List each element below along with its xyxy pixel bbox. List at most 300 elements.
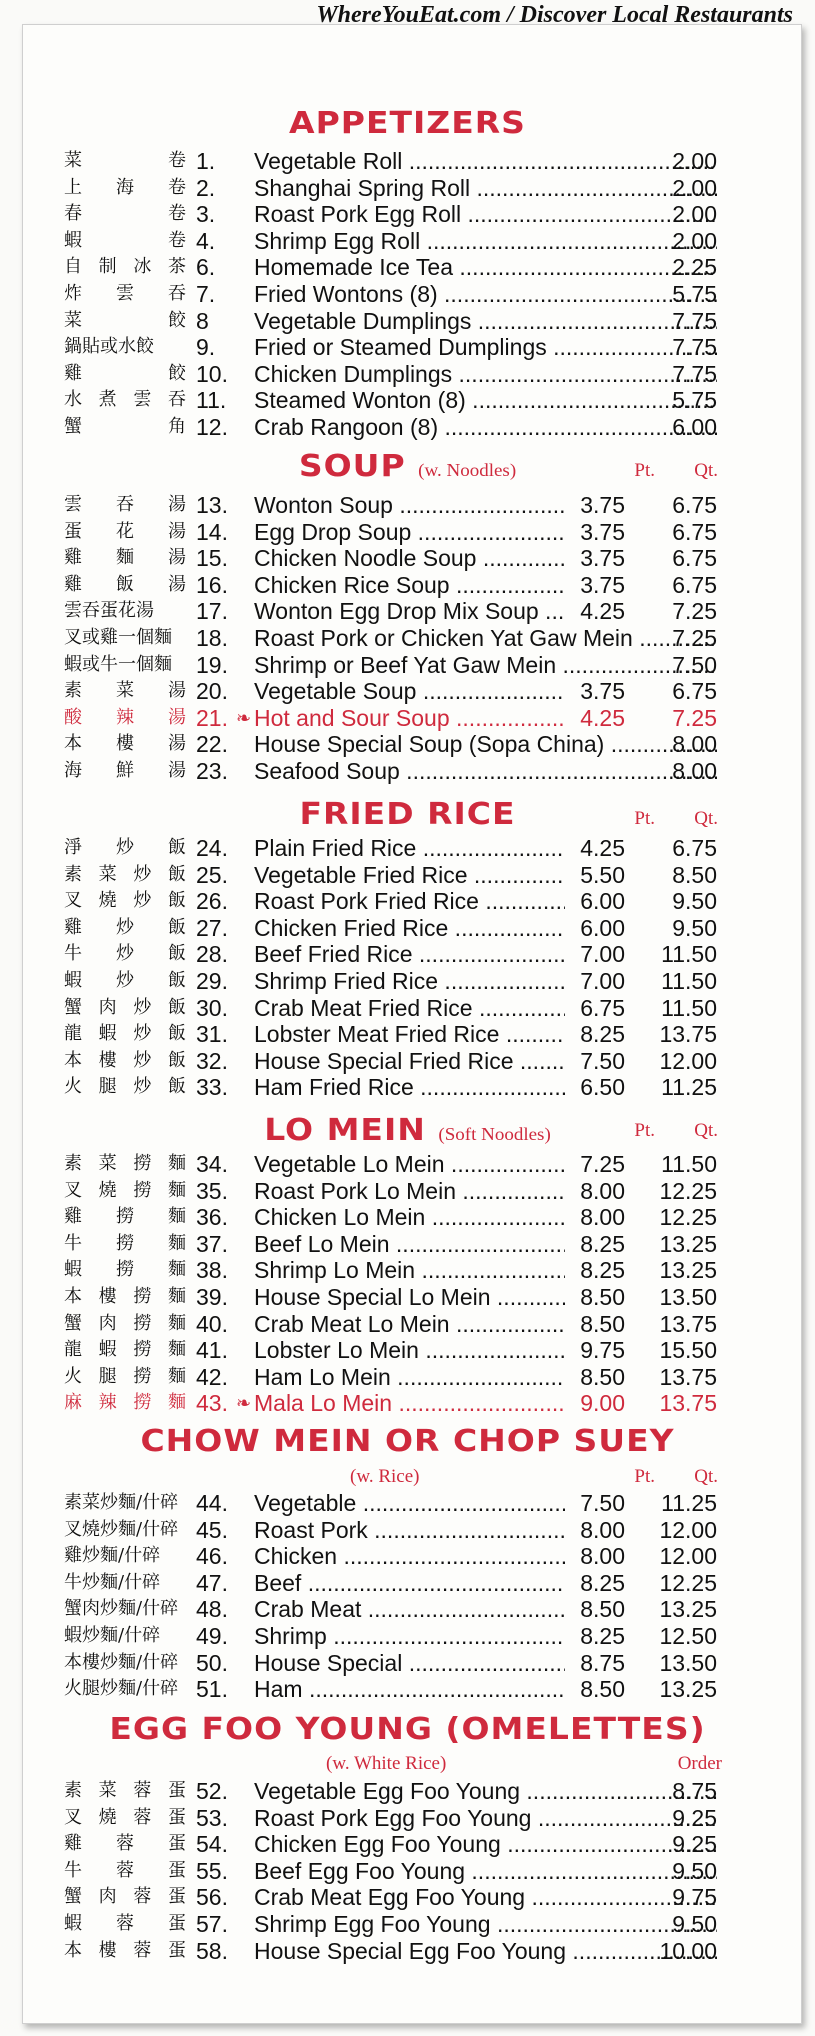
item-chinese-name: 蝦 炒 飯 <box>64 969 186 991</box>
item-number: 13. <box>196 492 228 518</box>
item-price-pint: 8.25 <box>580 1230 625 1257</box>
item-name: Mala Lo Mein ..... <box>254 1390 565 1417</box>
item-chinese-name: 素 菜 撈 麵 <box>64 1153 186 1174</box>
menu-item-row <box>0 1831 815 1858</box>
menu-item-row <box>0 888 815 915</box>
item-chinese-name: 雞 炒 飯 <box>64 916 186 938</box>
chow-mein-note: (w. Rice) <box>350 1466 420 1487</box>
item-number: 11. <box>196 387 227 414</box>
item-name: Crab Meat Egg Foo Young ..... <box>254 1884 717 1911</box>
item-number: 41. <box>196 1337 228 1364</box>
item-price-quart: 6.75 <box>672 678 717 705</box>
item-number: 4. <box>196 227 216 254</box>
item-chinese-name: 素 菜 湯 <box>64 680 186 702</box>
item-price-quart: 11.25 <box>661 1490 717 1516</box>
item-name: Shrimp Fried Rice ..... <box>254 968 565 995</box>
item-number: 34. <box>196 1151 228 1177</box>
item-chinese-name: 龍 蝦 撈 麵 <box>64 1339 186 1361</box>
item-chinese-name: 蟹肉炒麵/什碎 <box>64 1598 179 1620</box>
item-number: 8 <box>196 307 209 334</box>
item-number: 21. <box>196 704 228 731</box>
item-number: 2. <box>196 174 216 201</box>
item-number: 7. <box>196 280 216 307</box>
menu-item-row <box>0 175 815 202</box>
item-price: 9.50 <box>672 1910 717 1937</box>
lo-mein-title-text: LO MEIN <box>264 1111 426 1148</box>
menu-item-row <box>0 1390 815 1417</box>
item-number: 46. <box>196 1543 228 1570</box>
item-name: House Special Soup (Sopa China) ..... <box>254 731 717 758</box>
item-name: Roast Pork Lo Mein ..... <box>254 1178 565 1205</box>
menu-item-row <box>0 1911 815 1938</box>
item-price-quart: 13.75 <box>659 1310 717 1337</box>
menu-item-row <box>0 545 815 572</box>
item-chinese-name: 叉 燒 撈 麵 <box>64 1179 186 1201</box>
item-price-pint: 8.75 <box>580 1649 625 1676</box>
item-name: House Special ..... <box>254 1650 565 1677</box>
item-price-pint: 3.75 <box>580 518 625 545</box>
item-chinese-name: 火 腿 炒 飯 <box>64 1076 186 1098</box>
menu-item-row <box>0 334 815 361</box>
item-price-pint: 8.25 <box>580 1569 625 1596</box>
item-name: Egg Drop Soup ..... <box>254 519 565 546</box>
egg-foo-young-list <box>0 1778 815 1964</box>
item-price-pint: 8.50 <box>580 1363 625 1390</box>
item-number: 25. <box>196 861 228 888</box>
item-chinese-name: 雞 麵 湯 <box>64 547 186 569</box>
item-price-quart: 12.25 <box>659 1204 717 1231</box>
chili-icon: ❧ <box>236 1393 252 1414</box>
item-number: 28. <box>196 941 228 968</box>
item-chinese-name: 菜 餃 <box>64 309 186 331</box>
item-number: 36. <box>196 1204 228 1231</box>
item-price-pint: 8.50 <box>580 1310 625 1337</box>
item-name: Chicken ..... <box>254 1543 565 1570</box>
item-price-quart: 7.25 <box>672 704 717 731</box>
item-price: 5.75 <box>672 387 717 414</box>
menu-item-row <box>0 1337 815 1364</box>
item-number: 43. <box>196 1390 228 1417</box>
lo-mein-pt-header: Pt. <box>634 1120 655 1141</box>
item-number: 45. <box>196 1516 228 1543</box>
lo-mein-list <box>0 1151 815 1417</box>
item-number: 12. <box>196 413 228 440</box>
item-price: 8.00 <box>672 731 717 758</box>
menu-item-row <box>0 1517 815 1544</box>
soup-title-text: SOUP <box>298 447 406 484</box>
item-price-quart: 13.75 <box>659 1363 717 1390</box>
item-price: 2.00 <box>672 174 717 201</box>
menu-item-row <box>0 758 815 785</box>
item-chinese-name: 春 卷 <box>64 203 186 225</box>
item-number: 37. <box>196 1230 228 1257</box>
item-price: 2.00 <box>672 201 717 228</box>
item-chinese-name: 海 鮮 湯 <box>64 759 186 781</box>
item-number: 17. <box>196 598 228 625</box>
menu-item-row <box>0 1231 815 1258</box>
item-name: Vegetable Soup ..... <box>254 678 565 705</box>
item-number: 24. <box>196 835 228 861</box>
menu-item-row <box>0 678 815 705</box>
item-price-quart: 11.50 <box>661 1151 717 1177</box>
item-number: 50. <box>196 1649 228 1676</box>
item-number: 14. <box>196 518 228 545</box>
menu-item-row <box>0 652 815 679</box>
item-chinese-name: 蟹 角 <box>64 415 186 437</box>
item-name: House Special Fried Rice ..... <box>254 1048 565 1075</box>
item-name: Fried Wontons (8) ..... <box>254 281 717 308</box>
item-number: 29. <box>196 967 228 994</box>
item-price-quart: 13.75 <box>659 1390 717 1417</box>
menu-item-row <box>0 228 815 255</box>
item-price: 7.75 <box>672 334 717 361</box>
item-price: 9.75 <box>672 1884 717 1911</box>
item-chinese-name: 雞 撈 麵 <box>64 1206 186 1228</box>
item-chinese-name: 叉或雞一個麵 <box>64 626 172 648</box>
item-number: 56. <box>196 1884 228 1911</box>
appetizers-title: APPETIZERS <box>289 104 526 141</box>
item-price-quart: 12.00 <box>659 1047 717 1074</box>
item-name: Wonton Soup ..... <box>254 492 565 519</box>
item-chinese-name: 雞炒麵/什碎 <box>64 1545 161 1567</box>
item-price-quart: 9.50 <box>672 914 717 941</box>
item-price-quart: 13.25 <box>659 1676 717 1703</box>
item-name: Roast Pork or Chicken Yat Gaw Mein ..... <box>254 625 717 652</box>
item-price-quart: 13.25 <box>659 1230 717 1257</box>
item-name: Lobster Lo Mein ..... <box>254 1337 565 1364</box>
item-number: 26. <box>196 888 228 915</box>
item-price: 7.75 <box>672 307 717 334</box>
chow-mein-qt-header: Qt. <box>694 1466 718 1487</box>
item-price-quart: 13.25 <box>659 1596 717 1623</box>
item-price-pint: 8.25 <box>580 1021 625 1048</box>
item-price-quart: 11.50 <box>661 994 717 1021</box>
item-number: 42. <box>196 1363 228 1390</box>
fried-rice-pt-header: Pt. <box>634 808 655 829</box>
item-number: 44. <box>196 1490 228 1516</box>
item-number: 39. <box>196 1283 228 1310</box>
item-number: 40. <box>196 1310 228 1337</box>
item-name: Beef Fried Rice ..... <box>254 941 565 968</box>
item-price-pint: 8.50 <box>580 1596 625 1623</box>
lo-mein-qt-header: Qt. <box>694 1120 718 1141</box>
item-number: 35. <box>196 1177 228 1204</box>
item-chinese-name: 蝦 蓉 蛋 <box>64 1912 186 1934</box>
menu-item-row <box>0 941 815 968</box>
menu-item-row <box>0 308 815 335</box>
menu-item-row <box>0 1364 815 1391</box>
item-chinese-name: 雲吞蛋花湯 <box>64 600 154 622</box>
item-name: Roast Pork ..... <box>254 1517 565 1544</box>
item-number: 47. <box>196 1569 228 1596</box>
item-price-pint: 4.25 <box>580 835 625 861</box>
item-price: 9.50 <box>672 1857 717 1884</box>
item-price-pint: 7.50 <box>580 1047 625 1074</box>
fried-rice-title: FRIED RICE <box>299 795 516 832</box>
soup-note: (w. Noodles) <box>418 461 517 481</box>
item-name: Beef Lo Mein ..... <box>254 1231 565 1258</box>
item-name: Crab Meat Fried Rice ..... <box>254 995 565 1022</box>
item-number: 55. <box>196 1857 228 1884</box>
item-name: Vegetable Lo Mein ..... <box>254 1151 565 1178</box>
item-name: Hot and Sour Soup ..... <box>254 705 565 732</box>
item-name: Shrimp ..... <box>254 1623 565 1650</box>
item-name: Roast Pork Egg Roll ..... <box>254 201 717 228</box>
menu-item-row <box>0 201 815 228</box>
item-name: Chicken Noodle Soup ..... <box>254 545 565 572</box>
item-chinese-name: 牛炒麵/什碎 <box>64 1571 161 1593</box>
item-chinese-name: 牛 蓉 蛋 <box>64 1859 186 1881</box>
item-number: 54. <box>196 1831 228 1858</box>
item-chinese-name: 水 煮 雲 吞 <box>64 389 186 411</box>
item-name: Lobster Meat Fried Rice ..... <box>254 1021 565 1048</box>
item-chinese-name: 素菜炒麵/什碎 <box>64 1492 179 1513</box>
menu-item-row <box>0 1311 815 1338</box>
item-chinese-name: 麻 辣 撈 麵 <box>64 1392 186 1414</box>
menu-item-row <box>0 1650 815 1677</box>
item-name: House Special Lo Mein ..... <box>254 1284 565 1311</box>
item-name: Beef ..... <box>254 1570 565 1597</box>
item-price-quart: 12.25 <box>659 1569 717 1596</box>
item-chinese-name: 本 樓 湯 <box>64 733 186 755</box>
item-number: 52. <box>196 1778 228 1804</box>
egg-foo-young-order-header: Order <box>677 1753 722 1774</box>
item-price: 7.25 <box>672 624 717 651</box>
item-chinese-name: 火腿炒麵/什碎 <box>64 1678 179 1700</box>
item-chinese-name: 素 菜 蓉 蛋 <box>64 1780 186 1801</box>
menu-item-row <box>0 1490 815 1517</box>
item-price-pint: 8.25 <box>580 1622 625 1649</box>
appetizers-list <box>0 148 815 441</box>
item-name: Chicken Dumplings ..... <box>254 361 717 388</box>
item-name: Beef Egg Foo Young ..... <box>254 1858 717 1885</box>
item-name: Plain Fried Rice ..... <box>254 835 565 862</box>
item-number: 18. <box>196 624 228 651</box>
item-price: 9.25 <box>672 1831 717 1858</box>
item-price-pint: 6.00 <box>580 914 625 941</box>
item-price-quart: 11.25 <box>661 1074 717 1101</box>
item-number: 15. <box>196 545 228 572</box>
item-number: 49. <box>196 1622 228 1649</box>
item-price-pint: 9.75 <box>580 1337 625 1364</box>
item-name: Roast Pork Egg Foo Young ..... <box>254 1805 717 1832</box>
item-number: 20. <box>196 678 228 705</box>
item-price-pint: 8.00 <box>580 1543 625 1570</box>
item-name: Shanghai Spring Roll ..... <box>254 175 717 202</box>
item-price-quart: 6.75 <box>672 492 717 518</box>
item-name: Ham Fried Rice ..... <box>254 1074 565 1101</box>
item-price-quart: 11.50 <box>661 941 717 968</box>
menu-item-row <box>0 281 815 308</box>
item-price-pint: 9.00 <box>580 1390 625 1417</box>
item-name: Vegetable Egg Foo Young ..... <box>254 1778 717 1805</box>
menu-item-row <box>0 835 815 862</box>
item-price-pint: 3.75 <box>580 678 625 705</box>
item-price-quart: 6.75 <box>672 571 717 598</box>
item-number: 27. <box>196 914 228 941</box>
item-name: Fried or Steamed Dumplings ..... <box>254 334 717 361</box>
item-price-pint: 6.00 <box>580 888 625 915</box>
item-number: 9. <box>196 334 216 361</box>
item-chinese-name: 蟹 肉 蓉 蛋 <box>64 1886 186 1908</box>
item-number: 16. <box>196 571 228 598</box>
item-chinese-name: 叉 燒 蓉 蛋 <box>64 1806 186 1828</box>
item-number: 6. <box>196 254 216 281</box>
item-name: Chicken Rice Soup ..... <box>254 572 565 599</box>
item-name: Vegetable ..... <box>254 1490 565 1517</box>
item-price: 2.00 <box>672 227 717 254</box>
menu-item-row <box>0 1543 815 1570</box>
item-chinese-name: 龍 蝦 炒 飯 <box>64 1023 186 1045</box>
soup-qt-header: Qt. <box>694 460 718 481</box>
chow-mein-pt-header: Pt. <box>634 1466 655 1487</box>
item-number: 31. <box>196 1021 228 1048</box>
item-chinese-name: 叉 燒 炒 飯 <box>64 890 186 912</box>
item-price: 7.75 <box>672 360 717 387</box>
menu-item-row <box>0 1676 815 1703</box>
item-chinese-name: 鍋貼或水餃 <box>64 336 154 358</box>
chow-mein-list <box>0 1490 815 1703</box>
menu-item-row <box>0 254 815 281</box>
item-chinese-name: 蝦炒麵/什碎 <box>64 1624 161 1646</box>
item-chinese-name: 蝦或牛一個麵 <box>64 653 172 675</box>
menu-item-row <box>0 625 815 652</box>
item-price: 2.25 <box>672 254 717 281</box>
item-name: Wonton Egg Drop Mix Soup ..... <box>254 598 565 625</box>
item-price: 7.50 <box>672 651 717 678</box>
menu-item-row <box>0 387 815 414</box>
item-price-pint: 4.25 <box>580 598 625 625</box>
item-number: 23. <box>196 757 228 784</box>
item-number: 53. <box>196 1804 228 1831</box>
item-price-pint: 7.25 <box>580 1151 625 1177</box>
chow-mein-title: CHOW MEIN OR CHOP SUEY <box>140 1422 675 1459</box>
item-name: House Special Egg Foo Young ..... <box>254 1938 717 1965</box>
menu-item-row <box>0 731 815 758</box>
menu-item-row <box>0 572 815 599</box>
menu-item-row <box>0 1074 815 1101</box>
menu-item-row <box>0 148 815 175</box>
item-name: Shrimp Lo Mein ..... <box>254 1257 565 1284</box>
item-price-quart: 7.25 <box>672 598 717 625</box>
item-price-pint: 5.50 <box>580 861 625 888</box>
menu-item-row <box>0 915 815 942</box>
item-chinese-name: 雞 飯 湯 <box>64 573 186 595</box>
item-price-quart: 12.25 <box>659 1177 717 1204</box>
menu-item-row <box>0 1151 815 1178</box>
item-price-quart: 6.75 <box>672 545 717 572</box>
item-name: Chicken Fried Rice ..... <box>254 915 565 942</box>
item-number: 38. <box>196 1257 228 1284</box>
item-price-pint: 3.75 <box>580 545 625 572</box>
menu-item-row <box>0 1623 815 1650</box>
item-price-quart: 13.50 <box>659 1283 717 1310</box>
item-name: Crab Meat Lo Mein ..... <box>254 1311 565 1338</box>
item-price-quart: 12.00 <box>659 1516 717 1543</box>
item-chinese-name: 蝦 撈 麵 <box>64 1259 186 1281</box>
egg-foo-young-note: (w. White Rice) <box>326 1753 447 1774</box>
item-name: Shrimp Egg Foo Young ..... <box>254 1911 717 1938</box>
item-price-pint: 8.50 <box>580 1676 625 1703</box>
item-name: Chicken Lo Mein ..... <box>254 1204 565 1231</box>
item-name: Ham Lo Mein ..... <box>254 1364 565 1391</box>
item-chinese-name: 蛋 花 湯 <box>64 520 186 542</box>
item-chinese-name: 雞 蓉 蛋 <box>64 1833 186 1855</box>
item-price-pint: 7.00 <box>580 941 625 968</box>
item-price: 9.25 <box>672 1804 717 1831</box>
lo-mein-note: (Soft Noodles) <box>438 1125 551 1145</box>
item-chinese-name: 蟹 肉 炒 飯 <box>64 996 186 1018</box>
menu-item-row <box>0 414 815 441</box>
item-number: 48. <box>196 1596 228 1623</box>
item-name: Steamed Wonton (8) ..... <box>254 387 717 414</box>
item-name: Roast Pork Fried Rice ..... <box>254 888 565 915</box>
menu-item-row <box>0 705 815 732</box>
item-price-pint: 8.00 <box>580 1204 625 1231</box>
menu-item-row <box>0 1284 815 1311</box>
item-name: Vegetable Fried Rice ..... <box>254 862 565 889</box>
item-price-quart: 6.75 <box>672 835 717 861</box>
item-number: 1. <box>196 148 216 174</box>
item-chinese-name: 雲 吞 湯 <box>64 494 186 515</box>
item-price-quart: 13.75 <box>659 1021 717 1048</box>
item-number: 22. <box>196 731 228 758</box>
item-price-pint: 8.25 <box>580 1257 625 1284</box>
item-chinese-name: 火 腿 撈 麵 <box>64 1365 186 1387</box>
item-chinese-name: 本 樓 蓉 蛋 <box>64 1939 186 1961</box>
menu-item-row <box>0 1178 815 1205</box>
item-chinese-name: 牛 炒 飯 <box>64 943 186 965</box>
item-price-quart: 9.50 <box>672 888 717 915</box>
site-header[interactable]: WhereYouEat.com / Discover Local Restaurants <box>316 2 793 28</box>
item-chinese-name: 叉燒炒麵/什碎 <box>64 1518 179 1540</box>
menu-item-row <box>0 1938 815 1965</box>
menu-item-row <box>0 1048 815 1075</box>
item-chinese-name: 淨 炒 飯 <box>64 837 186 858</box>
item-price-pint: 3.75 <box>580 492 625 518</box>
item-price: 2.00 <box>672 148 717 174</box>
item-name: Crab Rangoon (8) ..... <box>254 414 717 441</box>
item-price-pint: 7.50 <box>580 1490 625 1516</box>
item-name: Chicken Egg Foo Young ..... <box>254 1831 717 1858</box>
item-name: Vegetable Roll ..... <box>254 148 717 175</box>
item-chinese-name: 蝦 卷 <box>64 229 186 251</box>
item-price-pint: 4.25 <box>580 704 625 731</box>
item-chinese-name: 上 海 卷 <box>64 176 186 198</box>
item-chinese-name: 菜 卷 <box>64 150 186 171</box>
item-chinese-name: 本 樓 炒 飯 <box>64 1049 186 1071</box>
item-price-quart: 13.25 <box>659 1257 717 1284</box>
menu-item-row <box>0 1257 815 1284</box>
item-price-quart: 6.75 <box>672 518 717 545</box>
menu-item-row <box>0 1204 815 1231</box>
item-price-quart: 8.50 <box>672 861 717 888</box>
item-number: 58. <box>196 1937 228 1964</box>
item-price-pint: 6.50 <box>580 1074 625 1101</box>
egg-foo-young-title: EGG FOO YOUNG (OMELETTES) <box>109 1710 706 1747</box>
menu-item-row <box>0 598 815 625</box>
item-name: Vegetable Dumplings ..... <box>254 308 717 335</box>
menu-item-row <box>0 1805 815 1832</box>
item-chinese-name: 自 制 冰 茶 <box>64 256 186 278</box>
item-price-pint: 6.75 <box>580 994 625 1021</box>
soup-list <box>0 492 815 785</box>
menu-item-row <box>0 1570 815 1597</box>
item-chinese-name: 本樓炒麵/什碎 <box>64 1651 179 1673</box>
item-number: 3. <box>196 201 216 228</box>
item-name: Shrimp Egg Roll ..... <box>254 228 717 255</box>
item-price-pint: 7.00 <box>580 967 625 994</box>
